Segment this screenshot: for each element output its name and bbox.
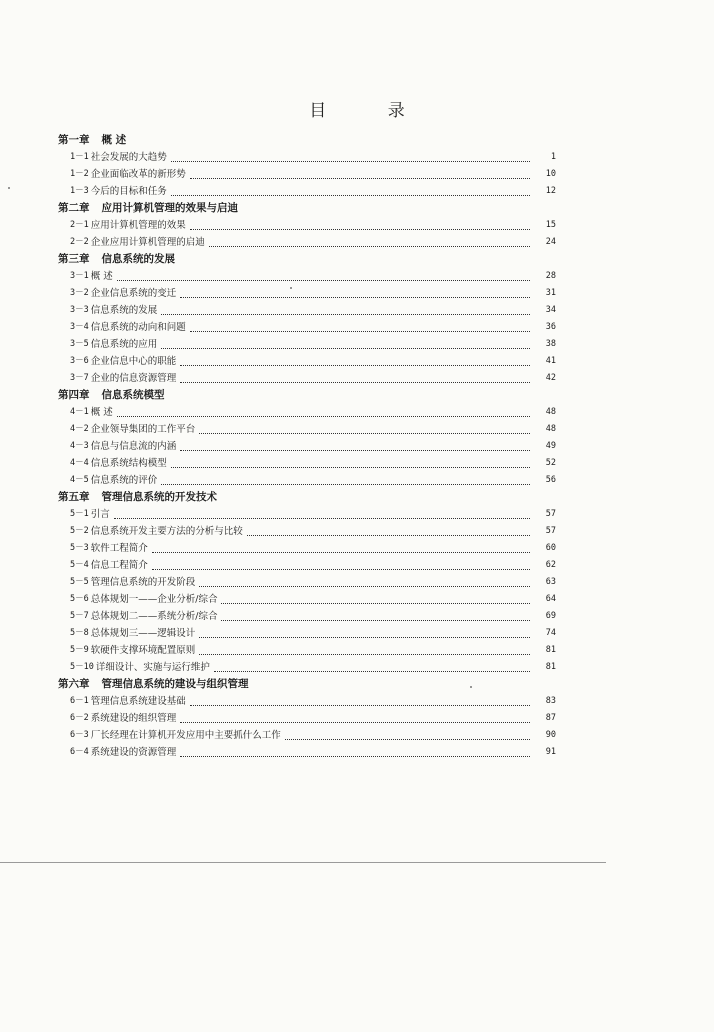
dot-leader xyxy=(180,721,530,723)
section-number: 6－2 xyxy=(70,713,89,723)
dot-leader xyxy=(114,517,530,519)
section-title: 概 述 xyxy=(90,407,113,418)
page-number: 34 xyxy=(545,305,556,315)
section-number: 5－2 xyxy=(70,526,89,536)
section-title: 企业的信息资源管理 xyxy=(90,373,177,384)
dot-leader xyxy=(190,704,530,706)
chapter-title: 信息系统模型 xyxy=(101,389,165,401)
page-number: 41 xyxy=(545,356,556,366)
chapter-heading xyxy=(58,132,556,149)
toc-entry xyxy=(58,506,556,523)
section-number: 3－7 xyxy=(70,373,89,383)
dot-leader xyxy=(209,245,530,247)
page-number: 83 xyxy=(545,696,556,706)
toc-entry xyxy=(58,234,556,251)
dot-leader xyxy=(199,432,530,434)
section-title: 企业信息中心的职能 xyxy=(90,356,177,367)
chapter-heading xyxy=(58,387,556,404)
chapter-number: 第五章 xyxy=(58,491,90,503)
page-number: 1 xyxy=(550,152,556,162)
page-number: 10 xyxy=(545,169,556,179)
toc-entry xyxy=(58,472,556,489)
chapter-title: 管理信息系统的开发技术 xyxy=(101,491,217,503)
dot-leader xyxy=(180,296,530,298)
page-number: 48 xyxy=(545,407,556,417)
section-number: 1－2 xyxy=(70,169,89,179)
chapter-number: 第一章 xyxy=(58,134,90,146)
chapter-number: 第四章 xyxy=(58,389,90,401)
section-title: 信息系统的发展 xyxy=(90,305,158,316)
dot-leader xyxy=(152,568,530,570)
section-title: 软件工程简介 xyxy=(90,543,148,554)
dot-leader xyxy=(161,313,530,315)
dot-leader xyxy=(161,483,530,485)
toc-entry xyxy=(58,217,556,234)
dot-leader xyxy=(180,755,530,757)
page-number: 60 xyxy=(545,543,556,553)
dot-leader xyxy=(190,228,530,230)
dot-leader xyxy=(161,347,530,349)
table-of-contents xyxy=(58,132,556,761)
section-number: 4－2 xyxy=(70,424,89,434)
toc-entry xyxy=(58,591,556,608)
page-number: 90 xyxy=(545,730,556,740)
page-number: 74 xyxy=(545,628,556,638)
section-number: 3－4 xyxy=(70,322,89,332)
section-number: 1－1 xyxy=(70,152,89,162)
section-title: 概 述 xyxy=(90,271,113,282)
section-number: 4－3 xyxy=(70,441,89,451)
toc-entry xyxy=(58,574,556,591)
section-number: 5－5 xyxy=(70,577,89,587)
section-title: 企业领导集团的工作平台 xyxy=(90,424,196,435)
chapter-heading xyxy=(58,251,556,268)
toc-entry xyxy=(58,710,556,727)
toc-entry xyxy=(58,353,556,370)
section-number: 3－5 xyxy=(70,339,89,349)
toc-entry xyxy=(58,421,556,438)
section-title: 详细设计、实施与运行维护 xyxy=(95,662,210,673)
section-title: 企业应用计算机管理的启迪 xyxy=(90,237,205,248)
chapter-number: 第六章 xyxy=(58,678,90,690)
section-title: 企业信息系统的变迁 xyxy=(90,288,177,299)
section-title: 信息系统的应用 xyxy=(90,339,158,350)
chapter-title: 信息系统的发展 xyxy=(101,253,175,265)
toc-entry xyxy=(58,183,556,200)
dot-leader xyxy=(117,279,530,281)
toc-entry xyxy=(58,370,556,387)
section-title: 信息工程简介 xyxy=(90,560,148,571)
section-number: 4－1 xyxy=(70,407,89,417)
toc-entry xyxy=(58,438,556,455)
section-number: 3－1 xyxy=(70,271,89,281)
page-number: 49 xyxy=(545,441,556,451)
page-title: 目 录 xyxy=(309,101,433,121)
section-title: 信息系统开发主要方法的分析与比较 xyxy=(90,526,243,537)
chapter-heading xyxy=(58,489,556,506)
page-number: 31 xyxy=(545,288,556,298)
toc-entry xyxy=(58,659,556,676)
section-title: 管理信息系统的开发阶段 xyxy=(90,577,196,588)
section-title: 系统建设的组织管理 xyxy=(90,713,177,724)
section-title: 厂长经理在计算机开发应用中主要抓什么工作 xyxy=(90,730,281,741)
chapter-heading xyxy=(58,676,556,693)
toc-entry xyxy=(58,319,556,336)
page-number: 57 xyxy=(545,526,556,536)
page-number: 69 xyxy=(545,611,556,621)
section-number: 5－6 xyxy=(70,594,89,604)
section-number: 6－4 xyxy=(70,747,89,757)
page-number: 91 xyxy=(545,747,556,757)
section-number: 6－1 xyxy=(70,696,89,706)
section-number: 2－2 xyxy=(70,237,89,247)
section-title: 信息系统的动向和问题 xyxy=(90,322,186,333)
page-number: 36 xyxy=(545,322,556,332)
page-number: 62 xyxy=(545,560,556,570)
section-title: 应用计算机管理的效果 xyxy=(90,220,186,231)
page-bottom-rule xyxy=(0,862,606,864)
section-title: 今后的目标和任务 xyxy=(90,186,167,197)
toc-entry xyxy=(58,608,556,625)
section-title: 总体规划三——逻辑设计 xyxy=(90,628,196,639)
page-number: 28 xyxy=(545,271,556,281)
section-number: 5－9 xyxy=(70,645,89,655)
dot-leader xyxy=(171,466,530,468)
dot-leader xyxy=(199,636,530,638)
section-title: 信息系统的评价 xyxy=(90,475,158,486)
page-number: 81 xyxy=(545,645,556,655)
page-number: 63 xyxy=(545,577,556,587)
scan-speck xyxy=(470,686,472,688)
section-title: 信息系统结构模型 xyxy=(90,458,167,469)
dot-leader xyxy=(171,194,530,196)
dot-leader xyxy=(190,330,530,332)
toc-entry xyxy=(58,268,556,285)
page-number: 52 xyxy=(545,458,556,468)
toc-entry xyxy=(58,404,556,421)
chapter-heading xyxy=(58,200,556,217)
section-number: 5－4 xyxy=(70,560,89,570)
page-number: 48 xyxy=(545,424,556,434)
dot-leader xyxy=(199,653,530,655)
section-number: 3－6 xyxy=(70,356,89,366)
dot-leader xyxy=(221,602,530,604)
section-title: 总体规划一——企业分析/综合 xyxy=(90,594,218,605)
toc-entry xyxy=(58,625,556,642)
dot-leader xyxy=(221,619,530,621)
chapter-title: 概 述 xyxy=(101,134,127,146)
section-title: 信息与信息流的内涵 xyxy=(90,441,177,452)
section-title: 总体规划二——系统分析/综合 xyxy=(90,611,218,622)
dot-leader xyxy=(285,738,530,740)
section-number: 5－10 xyxy=(70,662,94,672)
section-number: 1－3 xyxy=(70,186,89,196)
page-number: 56 xyxy=(545,475,556,485)
section-title: 引言 xyxy=(90,509,110,520)
page-number: 87 xyxy=(545,713,556,723)
section-number: 4－5 xyxy=(70,475,89,485)
section-number: 5－8 xyxy=(70,628,89,638)
page-number: 64 xyxy=(545,594,556,604)
toc-entry xyxy=(58,727,556,744)
toc-entry xyxy=(58,557,556,574)
section-number: 3－2 xyxy=(70,288,89,298)
chapter-title: 管理信息系统的建设与组织管理 xyxy=(101,678,249,690)
page-number: 42 xyxy=(545,373,556,383)
toc-entry xyxy=(58,523,556,540)
dot-leader xyxy=(199,585,530,587)
section-number: 2－1 xyxy=(70,220,89,230)
section-title: 社会发展的大趋势 xyxy=(90,152,167,163)
page-number: 57 xyxy=(545,509,556,519)
toc-entry xyxy=(58,302,556,319)
section-title: 企业面临改革的新形势 xyxy=(90,169,186,180)
dot-leader xyxy=(190,177,530,179)
dot-leader xyxy=(180,449,530,451)
section-number: 4－4 xyxy=(70,458,89,468)
toc-entry xyxy=(58,455,556,472)
dot-leader xyxy=(180,364,530,366)
page-number: 81 xyxy=(545,662,556,672)
chapter-title: 应用计算机管理的效果与启迪 xyxy=(101,202,238,214)
page-number: 38 xyxy=(545,339,556,349)
toc-entry xyxy=(58,744,556,761)
section-number: 5－3 xyxy=(70,543,89,553)
page-number: 24 xyxy=(545,237,556,247)
toc-entry xyxy=(58,336,556,353)
scan-speck xyxy=(8,187,10,189)
dot-leader xyxy=(152,551,530,553)
page-number: 12 xyxy=(545,186,556,196)
dot-leader xyxy=(117,415,530,417)
section-title: 系统建设的资源管理 xyxy=(90,747,177,758)
dot-leader xyxy=(180,381,530,383)
section-title: 软硬件支撑环境配置原则 xyxy=(90,645,196,656)
chapter-number: 第二章 xyxy=(58,202,90,214)
toc-entry xyxy=(58,166,556,183)
toc-entry xyxy=(58,285,556,302)
toc-entry xyxy=(58,693,556,710)
dot-leader xyxy=(171,160,530,162)
dot-leader xyxy=(247,534,530,536)
section-number: 5－7 xyxy=(70,611,89,621)
dot-leader xyxy=(214,670,530,672)
section-number: 6－3 xyxy=(70,730,89,740)
scan-speck xyxy=(290,287,292,289)
section-number: 3－3 xyxy=(70,305,89,315)
section-title: 管理信息系统建设基础 xyxy=(90,696,186,707)
toc-entry xyxy=(58,149,556,166)
page-number: 15 xyxy=(545,220,556,230)
toc-entry xyxy=(58,540,556,557)
section-number: 5－1 xyxy=(70,509,89,519)
chapter-number: 第三章 xyxy=(58,253,90,265)
toc-entry xyxy=(58,642,556,659)
